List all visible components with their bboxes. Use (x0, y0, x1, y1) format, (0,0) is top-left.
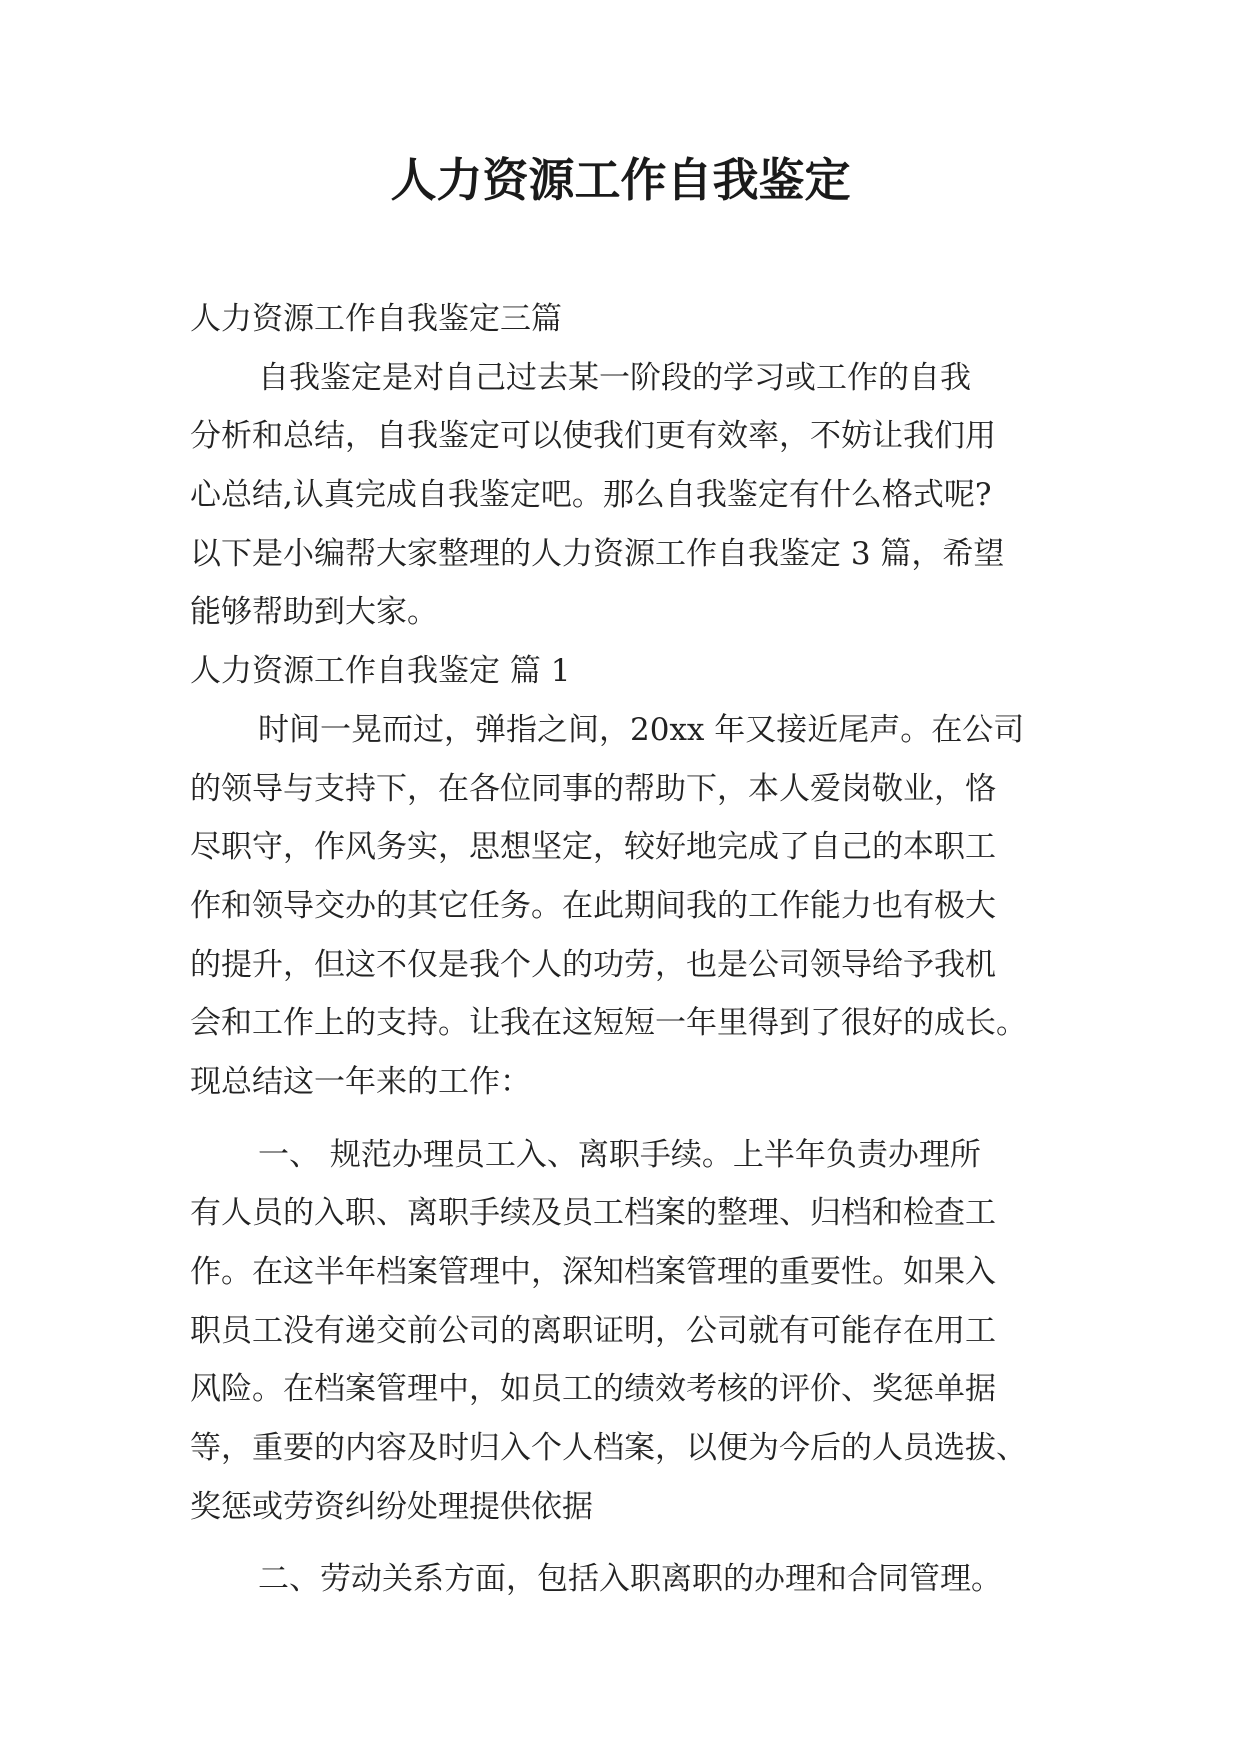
paragraph-line: 有人员的入职、离职手续及员工档案的整理、归档和检查工 (190, 1195, 996, 1232)
paragraph-line: 时间一晃而过，弹指之间，20xx 年又接近尾声。在公司 (258, 711, 1025, 748)
document-title: 人力资源工作自我鉴定 (390, 153, 851, 207)
section-heading: 人力资源工作自我鉴定 篇 1 (190, 653, 571, 690)
paragraph-line: 职员工没有递交前公司的离职证明，公司就有可能存在用工 (190, 1312, 996, 1349)
paragraph-gap (190, 1112, 1052, 1126)
paragraph-3 (190, 1550, 1052, 1609)
intro-paragraph (190, 349, 1052, 642)
paragraph-line: 能够帮助到大家。 (190, 594, 438, 631)
paragraph-line: 分析和总结，自我鉴定可以使我们更有效率，不妨让我们用 (190, 418, 996, 455)
paragraph-line: 二、劳动关系方面，包括入职离职的办理和合同管理。 (258, 1561, 1002, 1598)
paragraph-line: 现总结这一年来的工作： (190, 1063, 531, 1100)
paragraph-line: 的提升，但这不仅是我个人的功劳，也是公司领导给予我机 (190, 946, 996, 983)
paragraph-line: 作。在这半年档案管理中，深知档案管理的重要性。如果入 (190, 1254, 996, 1290)
paragraph-line: 尽职守，作风务实，思想坚定，较好地完成了自己的本职工 (190, 829, 996, 866)
paragraph-line: 风险。在档案管理中，如员工的绩效考核的评价、奖惩单据 (190, 1371, 996, 1408)
document-subtitle: 人力资源工作自我鉴定三篇 (190, 301, 562, 337)
paragraph-line: 自我鉴定是对自己过去某一阶段的学习或工作的自我 (258, 359, 971, 396)
document-body (190, 290, 1052, 1609)
paragraph-line: 以下是小编帮大家整理的人力资源工作自我鉴定 3 篇，希望 (190, 535, 1005, 572)
paragraph-2 (190, 1126, 1052, 1537)
paragraph-line: 等，重要的内容及时归入个人档案，以便为今后的人员选拔、 (190, 1430, 1027, 1467)
paragraph-line: 的领导与支持下，在各位同事的帮助下，本人爱岗敬业，恪 (190, 770, 996, 807)
paragraph-line: 作和领导交办的其它任务。在此期间我的工作能力也有极大 (190, 887, 996, 924)
paragraph-line: 会和工作上的支持。让我在这短短一年里得到了很好的成长。 (190, 1005, 1027, 1042)
paragraph-line: 一、 规范办理员工入、离职手续。上半年负责办理所 (258, 1136, 981, 1173)
paragraph-1 (190, 701, 1052, 1112)
paragraph-line: 心总结,认真完成自我鉴定吧。那么自我鉴定有什么格式呢? (190, 477, 992, 514)
paragraph-line: 奖惩或劳资纠纷处理提供依据 (190, 1488, 593, 1525)
paragraph-gap (190, 1536, 1052, 1550)
